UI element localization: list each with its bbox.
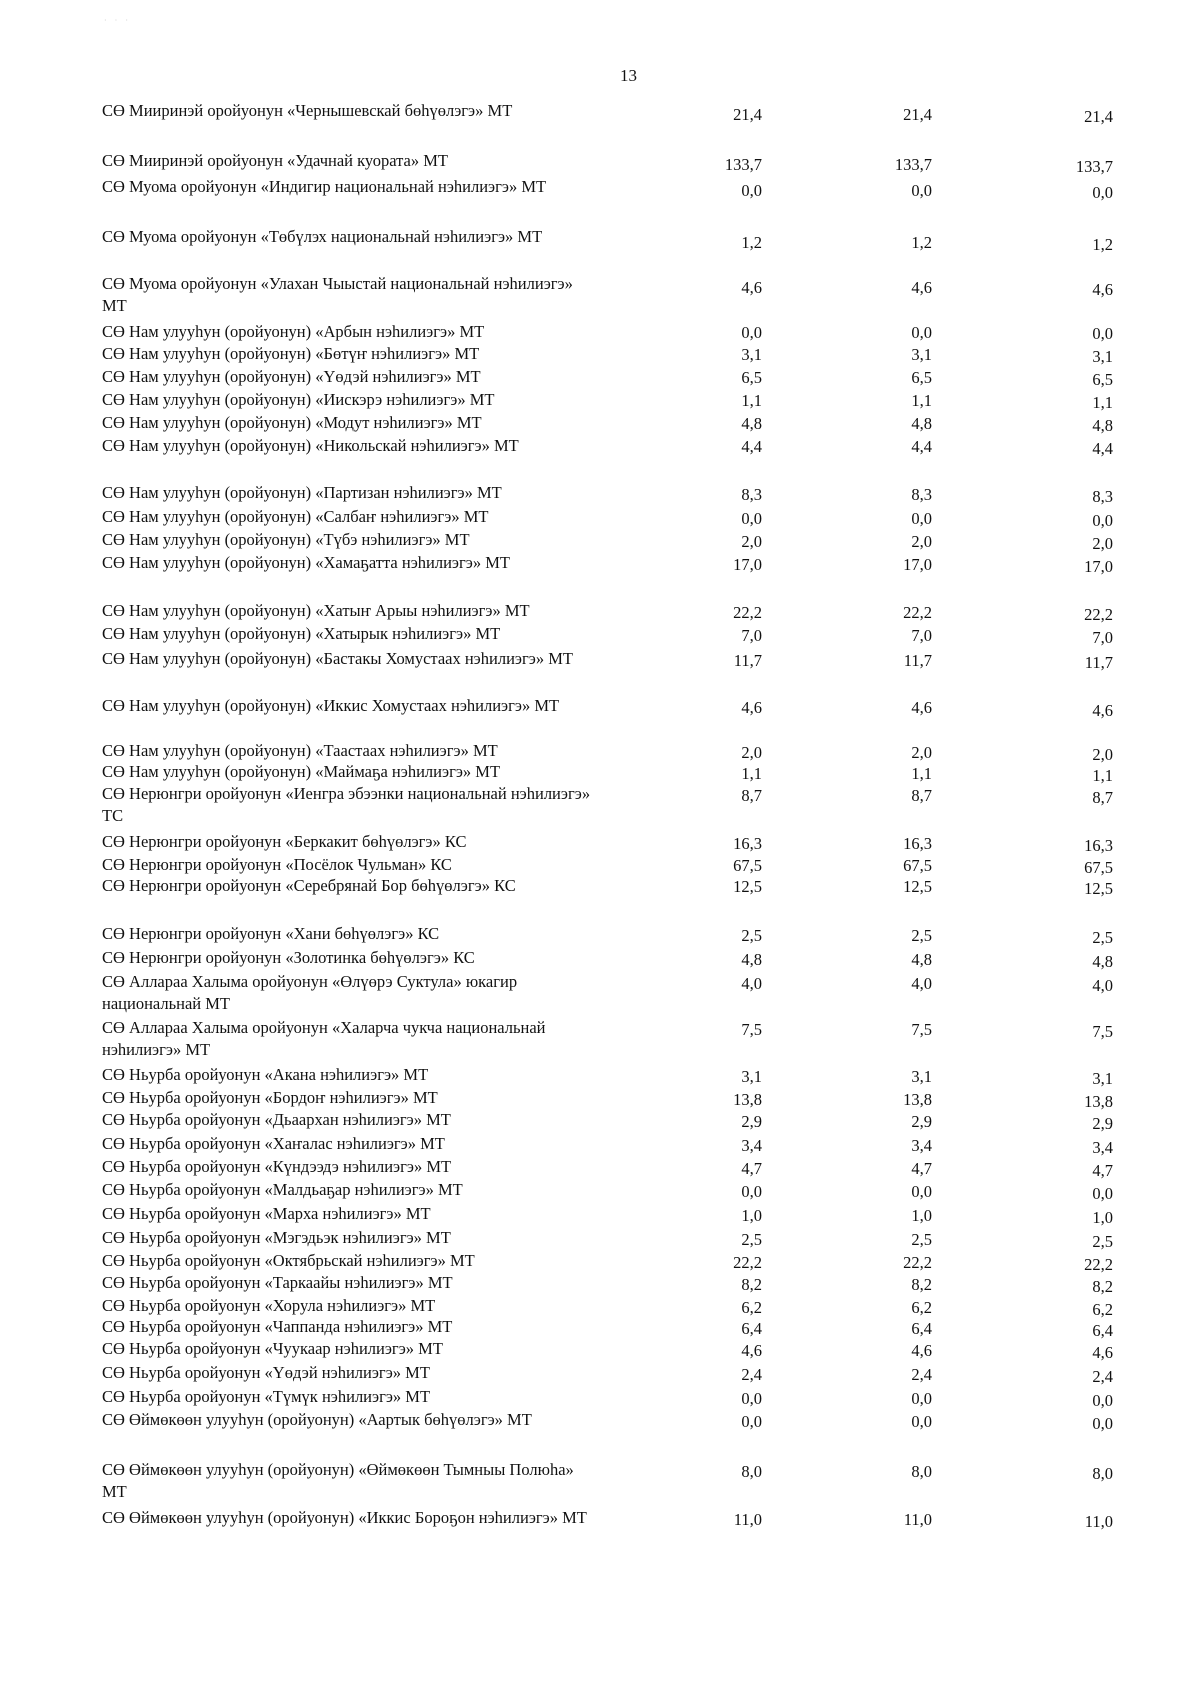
value-col-1: 6,5	[741, 368, 762, 387]
value-col-3: 21,4	[1084, 107, 1113, 126]
row-label: СӨ Нам улууһун (оройуонун) «Модут нэһилиэгэ» МТ	[102, 413, 482, 432]
value-col-3: 8,7	[1092, 788, 1113, 807]
value-col-3: 6,2	[1092, 1300, 1113, 1319]
value-col-3: 7,5	[1092, 1022, 1113, 1041]
value-col-2: 1,2	[911, 233, 932, 252]
value-col-3: 4,6	[1092, 280, 1113, 299]
value-col-1: 11,0	[733, 1510, 762, 1529]
row-label: СӨ Ньурба оройуонун «Мэгэдьэк нэһилиэгэ» МТ	[102, 1228, 451, 1247]
value-col-3: 1,1	[1092, 766, 1113, 785]
value-col-1: 2,0	[741, 743, 762, 762]
value-col-1: 4,7	[741, 1159, 762, 1178]
value-col-2: 22,2	[903, 1253, 932, 1272]
value-col-1: 2,5	[741, 926, 762, 945]
value-col-3: 0,0	[1092, 183, 1113, 202]
row-label: СӨ Ньурба оройуонун «Таркаайы нэһилиэгэ» МТ	[102, 1273, 453, 1292]
value-col-1: 4,6	[741, 278, 762, 297]
row-label: СӨ Ньурба оройуонун «Дьаархан нэһилиэгэ» МТ	[102, 1110, 451, 1129]
value-col-1: 2,5	[741, 1230, 762, 1249]
value-col-1: 6,2	[741, 1298, 762, 1317]
value-col-1: 4,6	[741, 698, 762, 717]
value-col-2: 133,7	[894, 155, 932, 174]
value-col-3: 0,0	[1092, 1391, 1113, 1410]
value-col-3: 3,4	[1092, 1138, 1113, 1157]
value-col-3: 8,0	[1092, 1464, 1113, 1483]
row-label: СӨ Нам улууһун (оройуонун) «Хатыҥ Арыы нэһилиэгэ» МТ	[102, 601, 530, 620]
value-col-2: 3,1	[911, 345, 932, 364]
value-col-1: 8,0	[741, 1462, 762, 1481]
value-col-1: 8,2	[741, 1275, 762, 1294]
row-label: СӨ Нерюнгри оройуонун «Золотинка бөһүөлэгэ» КС	[102, 948, 475, 967]
value-col-3: 2,9	[1092, 1114, 1113, 1133]
value-col-3: 16,3	[1084, 836, 1113, 855]
value-col-1: 21,4	[733, 105, 762, 124]
value-col-3: 1,0	[1092, 1208, 1113, 1227]
value-col-2: 21,4	[903, 105, 932, 124]
row-label: СӨ Өймөкөөн улууһун (оройуонун) «Өймөкөөн Тымныы Полюһа» МТ	[102, 1460, 574, 1501]
value-col-2: 0,0	[911, 323, 932, 342]
value-col-2: 12,5	[903, 877, 932, 896]
value-col-1: 1,2	[741, 233, 762, 252]
value-col-2: 2,9	[911, 1112, 932, 1131]
row-label: СӨ Нам улууһун (оройуонун) «Хатырык нэһилиэгэ» МТ	[102, 624, 501, 643]
value-col-3: 2,0	[1092, 745, 1113, 764]
value-col-3: 4,6	[1092, 701, 1113, 720]
value-col-1: 133,7	[724, 155, 762, 174]
value-col-2: 11,7	[903, 651, 932, 670]
scan-mark: · · ·	[104, 16, 131, 25]
value-col-2: 8,2	[911, 1275, 932, 1294]
value-col-1: 1,0	[741, 1206, 762, 1225]
value-col-1: 16,3	[733, 834, 762, 853]
value-col-3: 2,0	[1092, 534, 1113, 553]
value-col-2: 2,5	[911, 926, 932, 945]
value-col-1: 3,4	[741, 1136, 762, 1155]
row-label: СӨ Нерюнгри оройуонун «Посёлок Чульман» КС	[102, 855, 452, 874]
row-label: СӨ Нам улууһун (оройуонун) «Арбын нэһилиэгэ» МТ	[102, 322, 485, 341]
value-col-1: 3,1	[741, 1067, 762, 1086]
value-col-3: 6,5	[1092, 370, 1113, 389]
row-label: СӨ Нам улууһун (оройуонун) «Иккис Хомустаах нэһилиэгэ» МТ	[102, 696, 560, 715]
row-label: СӨ Нам улууһун (оройуонун) «Маймаҕа нэһилиэгэ» МТ	[102, 762, 501, 781]
value-col-3: 11,0	[1084, 1512, 1113, 1531]
row-label: СӨ Ньурба оройуонун «Чуукаар нэһилиэгэ» МТ	[102, 1339, 443, 1358]
value-col-3: 2,4	[1092, 1367, 1113, 1386]
row-label: СӨ Нам улууһун (оройуонун) «Иискэрэ нэһилиэгэ» МТ	[102, 390, 495, 409]
value-col-2: 4,0	[911, 974, 932, 993]
row-label: СӨ Нерюнгри оройуонун «Хани бөһүөлэгэ» КС	[102, 924, 440, 943]
row-label: СӨ Өймөкөөн улууһун (оройуонун) «Иккис Бороҕон нэһилиэгэ» МТ	[102, 1508, 587, 1527]
value-col-1: 8,7	[741, 786, 762, 805]
value-col-2: 6,2	[911, 1298, 932, 1317]
value-col-2: 4,4	[911, 437, 932, 456]
row-label: СӨ Ньурба оройуонун «Хаҥалас нэһилиэгэ» МТ	[102, 1134, 445, 1153]
row-label: СӨ Муома оройуонун «Индигир национальнай нэһилиэгэ» МТ	[102, 177, 547, 196]
row-label: СӨ Мииринэй оройуонун «Чернышевскай бөһүөлэгэ» МТ	[102, 101, 513, 120]
value-col-3: 2,5	[1092, 928, 1113, 947]
value-col-1: 8,3	[741, 485, 762, 504]
value-col-3: 22,2	[1084, 1255, 1113, 1274]
value-col-1: 4,0	[741, 974, 762, 993]
value-col-1: 0,0	[741, 323, 762, 342]
value-col-2: 8,7	[911, 786, 932, 805]
row-label: СӨ Мииринэй оройуонун «Удачнай куората» МТ	[102, 151, 448, 170]
row-label: СӨ Ньурба оройуонун «Малдьаҕар нэһилиэгэ» МТ	[102, 1180, 463, 1199]
value-col-2: 4,6	[911, 278, 932, 297]
value-col-3: 7,0	[1092, 628, 1113, 647]
value-col-2: 3,1	[911, 1067, 932, 1086]
value-col-1: 6,4	[741, 1319, 762, 1338]
row-label: СӨ Ньурба оройуонун «Түмүк нэһилиэгэ» МТ	[102, 1387, 431, 1406]
value-col-1: 3,1	[741, 345, 762, 364]
row-label: СӨ Нам улууһун (оройуонун) «Никольскай нэһилиэгэ» МТ	[102, 436, 519, 455]
value-col-1: 4,8	[741, 950, 762, 969]
value-col-2: 6,5	[911, 368, 932, 387]
value-col-3: 4,8	[1092, 416, 1113, 435]
row-label: СӨ Нам улууһун (оройуонун) «Салбаҥ нэһилиэгэ» МТ	[102, 507, 489, 526]
value-col-2: 2,0	[911, 532, 932, 551]
value-col-3: 133,7	[1075, 157, 1113, 176]
page-number: 13	[620, 66, 637, 85]
value-col-3: 0,0	[1092, 1184, 1113, 1203]
value-col-3: 22,2	[1084, 605, 1113, 624]
row-label: СӨ Аллараа Халыма оройуонун «Халарча чукча национальнай нэһилиэгэ» МТ	[102, 1018, 546, 1059]
value-col-1: 67,5	[733, 856, 762, 875]
value-col-3: 8,3	[1092, 487, 1113, 506]
value-col-3: 11,7	[1084, 653, 1113, 672]
value-col-1: 7,5	[741, 1020, 762, 1039]
value-col-2: 4,8	[911, 950, 932, 969]
value-col-3: 1,2	[1092, 235, 1113, 254]
row-label: СӨ Муома оройуонун «Улахан Чыыстай национальнай нэһилиэгэ» МТ	[102, 274, 573, 315]
value-col-2: 6,4	[911, 1319, 932, 1338]
value-col-2: 4,7	[911, 1159, 932, 1178]
value-col-3: 4,0	[1092, 976, 1113, 995]
value-col-3: 6,4	[1092, 1321, 1113, 1340]
value-col-2: 13,8	[903, 1090, 932, 1109]
value-col-1: 0,0	[741, 1182, 762, 1201]
row-label: СӨ Ньурба оройуонун «Марха нэһилиэгэ» МТ	[102, 1204, 431, 1223]
value-col-3: 0,0	[1092, 511, 1113, 530]
value-col-2: 8,3	[911, 485, 932, 504]
value-col-2: 67,5	[903, 856, 932, 875]
value-col-3: 3,1	[1092, 347, 1113, 366]
value-col-3: 4,4	[1092, 439, 1113, 458]
value-col-1: 4,6	[741, 1341, 762, 1360]
value-col-3: 17,0	[1084, 557, 1113, 576]
row-label: СӨ Өймөкөөн улууһун (оройуонун) «Аартык бөһүөлэгэ» МТ	[102, 1410, 532, 1429]
value-col-1: 2,9	[741, 1112, 762, 1131]
value-col-2: 0,0	[911, 1182, 932, 1201]
value-col-1: 13,8	[733, 1090, 762, 1109]
value-col-2: 1,0	[911, 1206, 932, 1225]
row-label: СӨ Муома оройуонун «Төбүлэх национальнай нэһилиэгэ» МТ	[102, 227, 543, 246]
value-col-1: 2,0	[741, 532, 762, 551]
value-col-2: 0,0	[911, 181, 932, 200]
value-col-3: 8,2	[1092, 1277, 1113, 1296]
row-label: СӨ Нерюнгри оройуонун «Иенгра эбээнки национальнай нэһилиэгэ» ТС	[102, 784, 591, 825]
value-col-3: 1,1	[1092, 393, 1113, 412]
value-col-1: 0,0	[741, 1389, 762, 1408]
value-col-1: 0,0	[741, 509, 762, 528]
value-col-2: 17,0	[903, 555, 932, 574]
value-col-2: 0,0	[911, 1389, 932, 1408]
value-col-3: 12,5	[1084, 879, 1113, 898]
value-col-1: 12,5	[733, 877, 762, 896]
value-col-1: 22,2	[733, 603, 762, 622]
value-col-3: 0,0	[1092, 1414, 1113, 1433]
value-col-1: 11,7	[733, 651, 762, 670]
row-label: СӨ Нам улууһун (оройуонун) «Түбэ нэһилиэгэ» МТ	[102, 530, 470, 549]
value-col-2: 0,0	[911, 1412, 932, 1431]
value-col-3: 0,0	[1092, 324, 1113, 343]
value-col-2: 1,1	[911, 391, 932, 410]
value-col-3: 67,5	[1084, 858, 1113, 877]
value-col-1: 1,1	[741, 391, 762, 410]
row-label: СӨ Нам улууһун (оройуонун) «Бөтүҥ нэһилиэгэ» МТ	[102, 344, 480, 363]
row-label: СӨ Нам улууһун (оройуонун) «Үөдэй нэһилиэгэ» МТ	[102, 367, 481, 386]
value-col-2: 8,0	[911, 1462, 932, 1481]
value-col-1: 0,0	[741, 1412, 762, 1431]
value-col-3: 2,5	[1092, 1232, 1113, 1251]
value-col-3: 4,7	[1092, 1161, 1113, 1180]
value-col-1: 0,0	[741, 181, 762, 200]
value-col-1: 4,4	[741, 437, 762, 456]
value-col-2: 22,2	[903, 603, 932, 622]
value-col-2: 4,8	[911, 414, 932, 433]
value-col-1: 1,1	[741, 764, 762, 783]
value-col-2: 2,0	[911, 743, 932, 762]
row-label: СӨ Нам улууһун (оройуонун) «Партизан нэһилиэгэ» МТ	[102, 483, 502, 502]
value-col-2: 3,4	[911, 1136, 932, 1155]
value-col-2: 0,0	[911, 509, 932, 528]
value-col-3: 4,8	[1092, 952, 1113, 971]
row-label: СӨ Ньурба оройуонун «Чаппанда нэһилиэгэ» МТ	[102, 1317, 453, 1336]
value-col-3: 3,1	[1092, 1069, 1113, 1088]
row-label: СӨ Ньурба оройуонун «Октябрьскай нэһилиэгэ» МТ	[102, 1251, 475, 1270]
row-label: СӨ Ньурба оройуонун «Хорула нэһилиэгэ» МТ	[102, 1296, 436, 1315]
value-col-2: 2,5	[911, 1230, 932, 1249]
value-col-2: 7,5	[911, 1020, 932, 1039]
row-label: СӨ Нам улууһун (оройуонун) «Таастаах нэһилиэгэ» МТ	[102, 741, 498, 760]
row-label: СӨ Ньурба оройуонун «Акана нэһилиэгэ» МТ	[102, 1065, 429, 1084]
value-col-2: 4,6	[911, 1341, 932, 1360]
value-col-2: 16,3	[903, 834, 932, 853]
value-col-1: 4,8	[741, 414, 762, 433]
value-col-3: 4,6	[1092, 1343, 1113, 1362]
row-label: СӨ Нам улууһун (оройуонун) «Бастакы Хомустаах нэһилиэгэ» МТ	[102, 649, 573, 668]
value-col-2: 2,4	[911, 1365, 932, 1384]
value-col-2: 7,0	[911, 626, 932, 645]
row-label: СӨ Нам улууһун (оройуонун) «Хамаҕатта нэһилиэгэ» МТ	[102, 553, 510, 572]
row-label: СӨ Аллараа Халыма оройуонун «Өлүөрэ Суктула» юкагир национальнай МТ	[102, 972, 518, 1013]
row-label: СӨ Нерюнгри оройуонун «Беркакит бөһүөлэгэ» КС	[102, 832, 467, 851]
value-col-2: 1,1	[911, 764, 932, 783]
value-col-1: 17,0	[733, 555, 762, 574]
row-label: СӨ Ньурба оройуонун «Бордоҥ нэһилиэгэ» МТ	[102, 1088, 438, 1107]
value-col-2: 11,0	[903, 1510, 932, 1529]
row-label: СӨ Ньурба оройуонун «Күндээдэ нэһилиэгэ» МТ	[102, 1157, 452, 1176]
value-col-1: 22,2	[733, 1253, 762, 1272]
row-label: СӨ Ньурба оройуонун «Үөдэй нэһилиэгэ» МТ	[102, 1363, 430, 1382]
value-col-3: 13,8	[1084, 1092, 1113, 1111]
value-col-2: 4,6	[911, 698, 932, 717]
value-col-1: 2,4	[741, 1365, 762, 1384]
row-label: СӨ Нерюнгри оройуонун «Серебрянай Бор бөһүөлэгэ» КС	[102, 876, 516, 895]
value-col-1: 7,0	[741, 626, 762, 645]
